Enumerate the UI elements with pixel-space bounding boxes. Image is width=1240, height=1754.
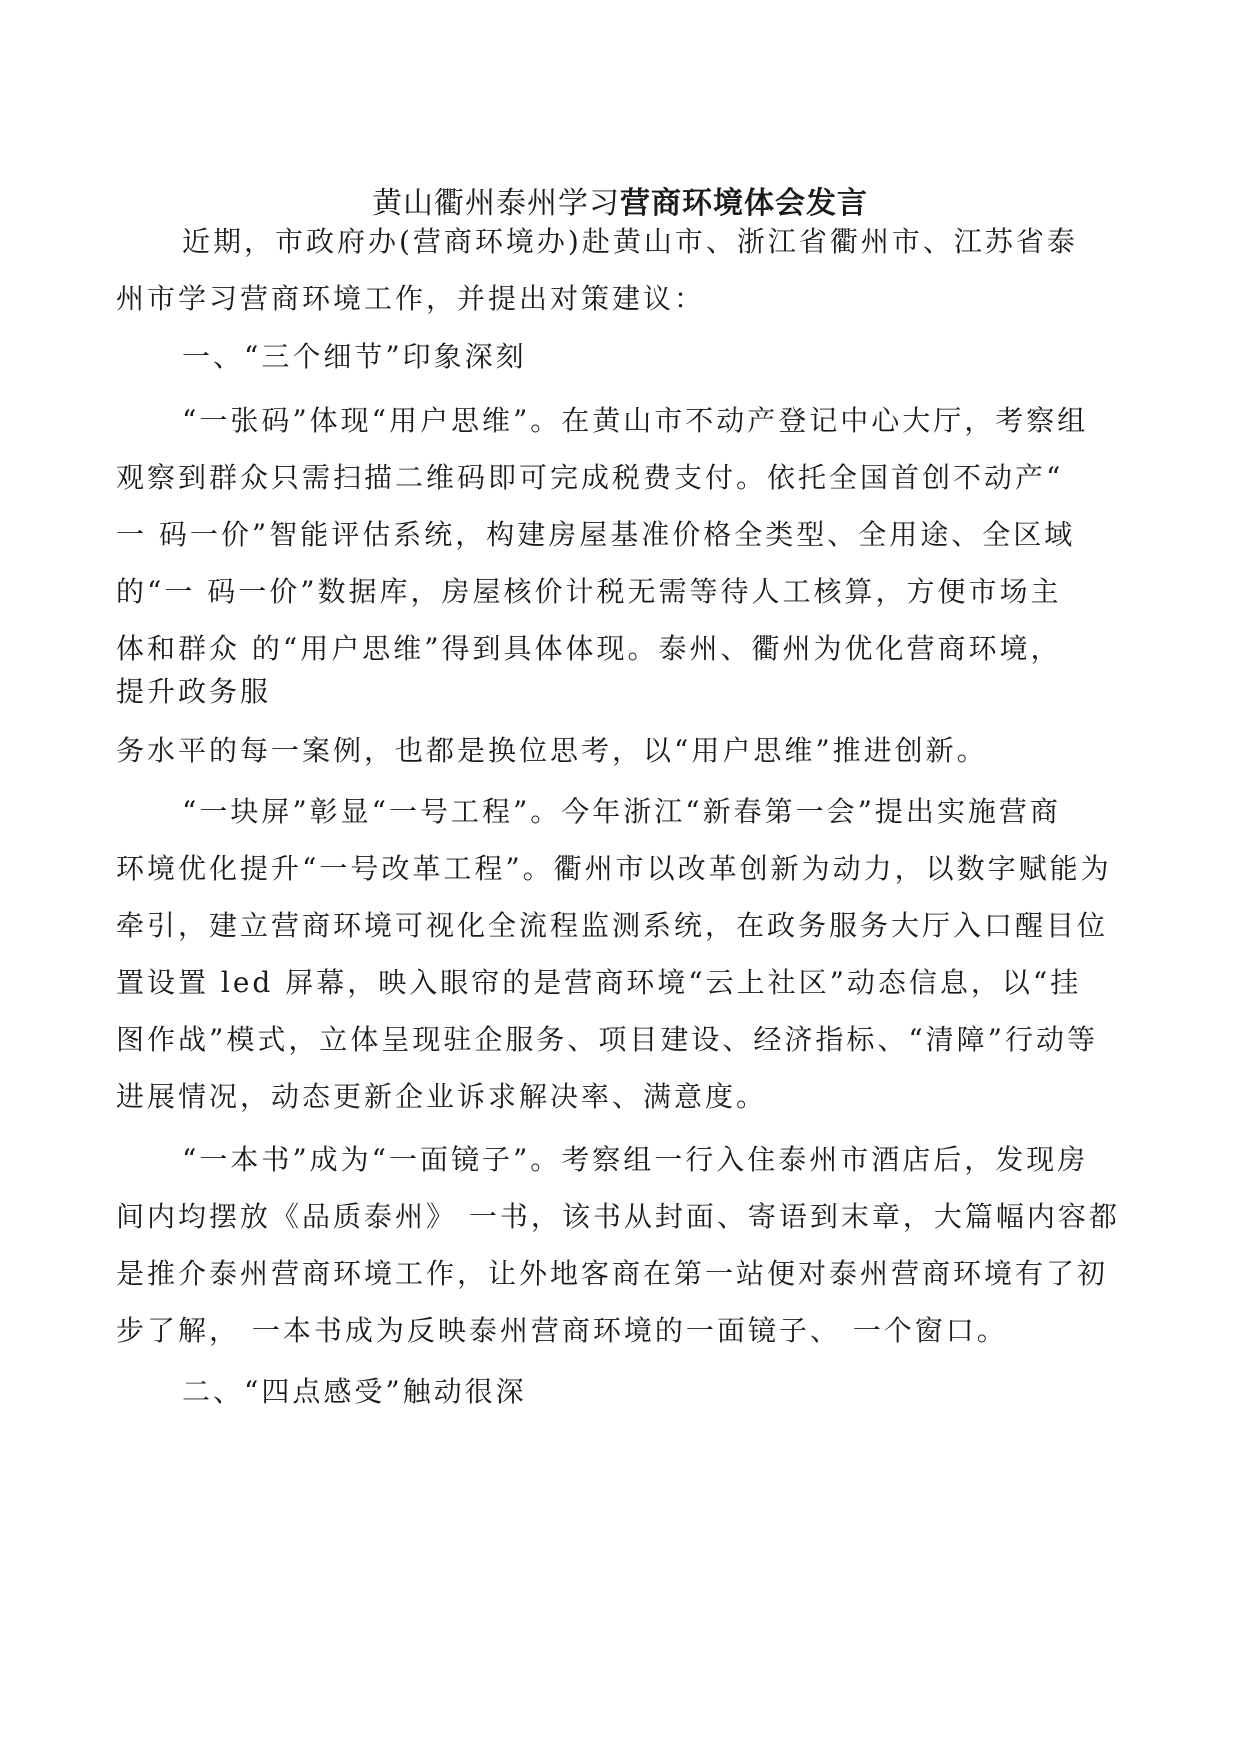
section-heading-2: 二、“四点感受”触动很深 [182,1375,527,1408]
paragraph-3-line-2: 环境优化提升“一号改革工程”。衢州市以改革创新为动力，以数字赋能为 [116,852,1112,885]
paragraph-4-line-3: 是推介泰州营商环境工作，让外地客商在第一站便对泰州营商环境有了初 [116,1257,1109,1290]
paragraph-2-line-5: 体和群众 的“用户思维”得到具体体现。泰州、衢州为优化营商环境， [116,632,1062,665]
paragraph-2-line-7: 务水平的每一案例，也都是换位思考，以“用户思维”推进创新。 [116,734,988,767]
paragraph-2-line-2: 观察到群众只需扫描二维码即可完成税费支付。依托全国首创不动产“ [116,461,1064,494]
paragraph-3-line-5: 图作战”模式，立体呈现驻企服务、项目建设、经济指标、“清障”行动等 [116,1023,1098,1056]
paragraph-1-line-2: 州市学习营商环境工作，并提出对策建议： [116,282,706,315]
paragraph-2-line-4: 的“一 码一价”数据库，房屋核价计税无需等待人工核算，方便市场主 [116,575,1062,608]
paragraph-4-line-2: 间内均摆放《品质泰州》 一书，该书从封面、寄语到末章，大篇幅内容都 [116,1200,1120,1233]
paragraph-4-line-1: “一本书”成为“一面镜子”。考察组一行入住泰州市酒店后，发现房 [182,1143,1089,1176]
paragraph-3-line-6: 进展情况，动态更新企业诉求解决率、满意度。 [116,1080,768,1113]
paragraph-3-line-3: 牵引，建立营商环境可视化全流程监测系统，在政务服务大厅入口醒目位 [116,909,1109,942]
paragraph-1-line-1: 近期，市政府办(营商环境办)赴黄山市、浙江省衢州市、江苏省泰 [182,225,1078,258]
paragraph-4-line-4: 步了解， 一本书成为反映泰州营商环境的一面镜子、 一个窗口。 [116,1314,1008,1347]
document-title [0,178,1240,222]
section-heading-1: 一、“三个细节”印象深刻 [182,340,527,373]
paragraph-2-line-1: “一张码”体现“用户思维”。在黄山市不动产登记中心大厅，考察组 [182,404,1089,437]
title-bold: 营商环境体会发言 [620,186,868,221]
paragraph-3-line-1: “一块屏”彰显“一号工程”。今年浙江“新春第一会”提出实施营商 [182,795,1061,828]
title-prefix: 黄山衢州泰州学习 [372,186,620,221]
paragraph-3-line-4: 置设置 led 屏幕，映入眼帘的是营商环境“云上社区”动态信息，以“挂 [116,966,1082,999]
paragraph-2-line-3: 一 码一价”智能评估系统，构建房屋基准价格全类型、全用途、全区域 [116,518,1076,551]
paragraph-2-line-6: 提升政务服 [116,675,272,708]
